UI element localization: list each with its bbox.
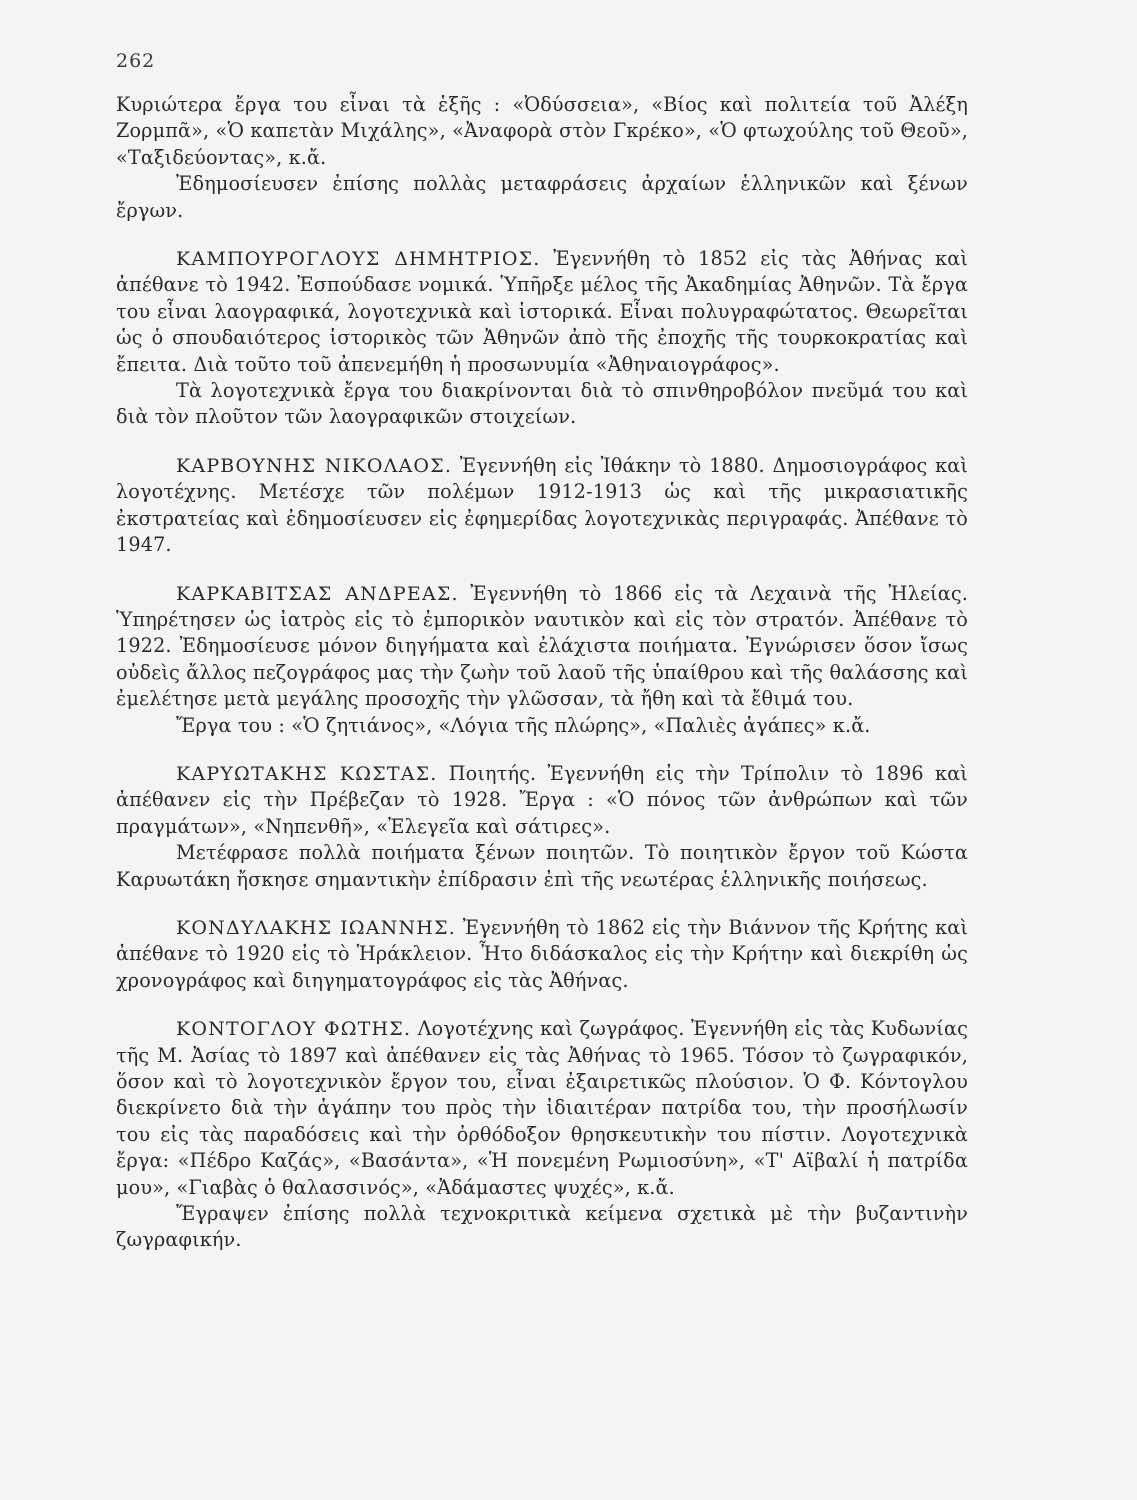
biography-entry-karvounis (116, 453, 968, 559)
entry-name: ΚΟΝΤΟΓΛΟΥ ΦΩΤΗΣ. (176, 1018, 412, 1041)
entry-paragraph (116, 915, 968, 994)
body-text (116, 92, 968, 1276)
entry-paragraph (116, 246, 968, 378)
biography-entry-kambouroglou (116, 246, 968, 431)
entry-extra-paragraph: Ἔργα του : «Ὁ ζητιάνος», «Λόγια τῆς πλώρης», «Παλιὲς ἀγάπες» κ.ἄ. (176, 713, 871, 737)
biography-entry-karkavitsas (116, 581, 968, 739)
entry-extra-paragraph: Τὰ λογοτεχνικὰ ἔργα του διακρίνονται διὰ τὸ σπινθηροβόλον πνεῦμά του καὶ διὰ τὸν πλοῦτον τῶν λαογραφικῶν στοιχείων. (116, 379, 968, 429)
intro-entry (116, 92, 968, 224)
biography-entry-kondylakis (116, 915, 968, 994)
entry-extra-paragraph: Μετέφρασε πολλὰ ποιήματα ξένων ποιητῶν. Τὸ ποιητικὸν ἔργον τοῦ Κώστα Καρυωτάκη ἤσκησε σημαντικὴν ἐπίδρασιν ἐπὶ τῆς νεωτέρας ἑλληνικῆς ποιήσεως. (116, 841, 968, 891)
intro-paragraph-2: Ἐδημοσίευσεν ἐπίσης πολλὰς μεταφράσεις ἀρχαίων ἑλληνικῶν καὶ ξένων ἔργων. (116, 172, 968, 222)
entry-paragraph (116, 761, 968, 840)
entry-name: ΚΑΡΥΩΤΑΚΗΣ ΚΩΣΤΑΣ. (176, 762, 438, 785)
entry-paragraph (116, 453, 968, 559)
intro-paragraph-1: Κυριώτερα ἔργα του εἶναι τὰ ἑξῆς : «Ὀδύσσεια», «Βίος καὶ πολιτεία τοῦ Ἀλέξη Ζορμπᾶ», «Ὁ καπετὰν Μιχάλης», «Ἀναφορὰ στὸν Γκρέκο», «Ὁ φτωχούλης τοῦ Θεοῦ», «Ταξιδεύοντας», κ.ἄ. (116, 93, 968, 169)
entry-text: Ἐγεννήθη εἰς Ἰθάκην τὸ 1880. Δημοσιογράφος καὶ λογοτέχνης. Μετέσχε τῶν πολέμων 1912-1913 ὡς καὶ τῆς μικρασιατικῆς ἐκστρατείας καὶ ἐδημοσίευσεν εἰς ἐφημερίδας λογοτεχνικὰς περιγραφάς. Ἀπέθανε τὸ 1947. (116, 453, 968, 557)
page-number: 262 (116, 50, 156, 72)
entry-name: ΚΑΜΠΟΥΡΟΓΛΟΥΣ ΔΗΜΗΤΡΙΟΣ. (176, 248, 541, 271)
biography-entry-karyotakis (116, 761, 968, 893)
entry-name: ΚΑΡΚΑΒΙΤΣΑΣ ΑΝΔΡΕΑΣ. (176, 582, 459, 605)
biography-entry-kontoglou (116, 1016, 968, 1254)
entry-text: Ἐγεννήθη τὸ 1862 εἰς τὴν Βιάννον τῆς Κρήτης καὶ ἀπέθανε τὸ 1920 εἰς τὸ Ἡράκλειον. Ἦτο διδάσκαλος εἰς τὴν Κρήτην καὶ διεκρίθη ὡς χρονογράφος καὶ διηγηματογράφος εἰς τὰς Ἀθήνας. (116, 915, 968, 992)
entry-text: Ποιητής. Ἐγεννήθη εἰς τὴν Τρίπολιν τὸ 1896 καὶ ἀπέθανεν εἰς τὴν Πρέβεζαν τὸ 1928. Ἔργα : «Ὁ πόνος τῶν ἀνθρώπων καὶ τῶν πραγμάτων», «Νηπενθῆ», «Ἐλεγεῖα καὶ σάτιρες». (116, 761, 968, 838)
entry-extra-paragraph: Ἔγραψεν ἐπίσης πολλὰ τεχνοκριτικὰ κείμενα σχετικὰ μὲ τὴν βυζαντινὴν ζωγραφικήν. (116, 1202, 968, 1252)
entry-text: Ἐγεννήθη τὸ 1852 εἰς τὰς Ἀθήνας καὶ ἀπέθανε τὸ 1942. Ἐσπούδασε νομικά. Ὑπῆρξε μέλος τῆς Ἀκαδημίας Ἀθηνῶν. Τὰ ἔργα του εἶναι λαογραφικά, λογοτεχνικὰ καὶ ἱστορικά. Εἶναι πολυγραφώτατος. Θεωρεῖται ὡς ὁ σπουδαιότερος ἱστορικὸς τῶν Ἀθηνῶν ἀπὸ τῆς ἐποχῆς τῆς τουρκοκρατίας καὶ ἔπειτα. Διὰ τοῦτο τοῦ ἀπενεμήθη ἡ προσωνυμία «Ἀθηναιογράφος». (116, 247, 969, 376)
entry-text: Λογοτέχνης καὶ ζωγράφος. Ἐγεννήθη εἰς τὰς Κυδωνίας τῆς Μ. Ἀσίας τὸ 1897 καὶ ἀπέθανεν εἰς τὰς Ἀθήνας τὸ 1965. Τόσον τὸ ζωγραφικόν, ὅσον καὶ τὸ λογοτεχνικὸν ἔργον του, εἶναι ἐξαιρετικῶς πλούσιον. Ὁ Φ. Κόντογλου διεκρίνετο διὰ τὴν ἀγάπην του πρὸς τὴν ἰδιαιτέραν πατρίδα του, τὴν προσήλωσίν του εἰς τὰς παραδόσεις καὶ τὴν ὀρθόδοξον θρησκευτικὴν του πίστιν. Λογοτεχνικὰ ἔργα: «Πέδρο Καζάς», «Βασάντα», «Ἡ πονεμένη Ρωμιοσύνη», «Τ' Αϊβαλί ἡ πατρίδα μου», «Γιαβὰς ὁ θαλασσινός», «Ἀδάμαστες ψυχές», κ.ἄ. (116, 1017, 968, 1199)
entry-name: ΚΑΡΒΟΥΝΗΣ ΝΙΚΟΛΑΟΣ. (176, 454, 453, 477)
entry-paragraph (116, 581, 968, 713)
entry-name: ΚΟΝΔΥΛΑΚΗΣ ΙΩΑΝΝΗΣ. (176, 916, 456, 939)
entry-paragraph (116, 1016, 968, 1201)
entry-text: Ἐγεννήθη τὸ 1866 εἰς τὰ Λεχαινὰ τῆς Ἠλείας. Ὑπηρέτησεν ὡς ἰατρὸς εἰς τὸ ἐμπορικὸν ναυτικὸν καὶ εἰς τὸν στρατόν. Ἀπέθανε τὸ 1922. Ἐδημοσίευσε μόνον διηγήματα καὶ ἐλάχιστα ποιήματα. Ἐγνώρισεν ὅσον ἴσως οὐδεὶς ἄλλος πεζογράφος μας τὴν ζωὴν τοῦ λαοῦ τῆς ὑπαίθρου καὶ τῆς θαλάσσης καὶ ἐμελέτησε μετὰ μεγάλης προσοχῆς τὴν γλῶσσαν, τὰ ἤθη καὶ τὰ ἔθιμά του. (116, 581, 968, 711)
